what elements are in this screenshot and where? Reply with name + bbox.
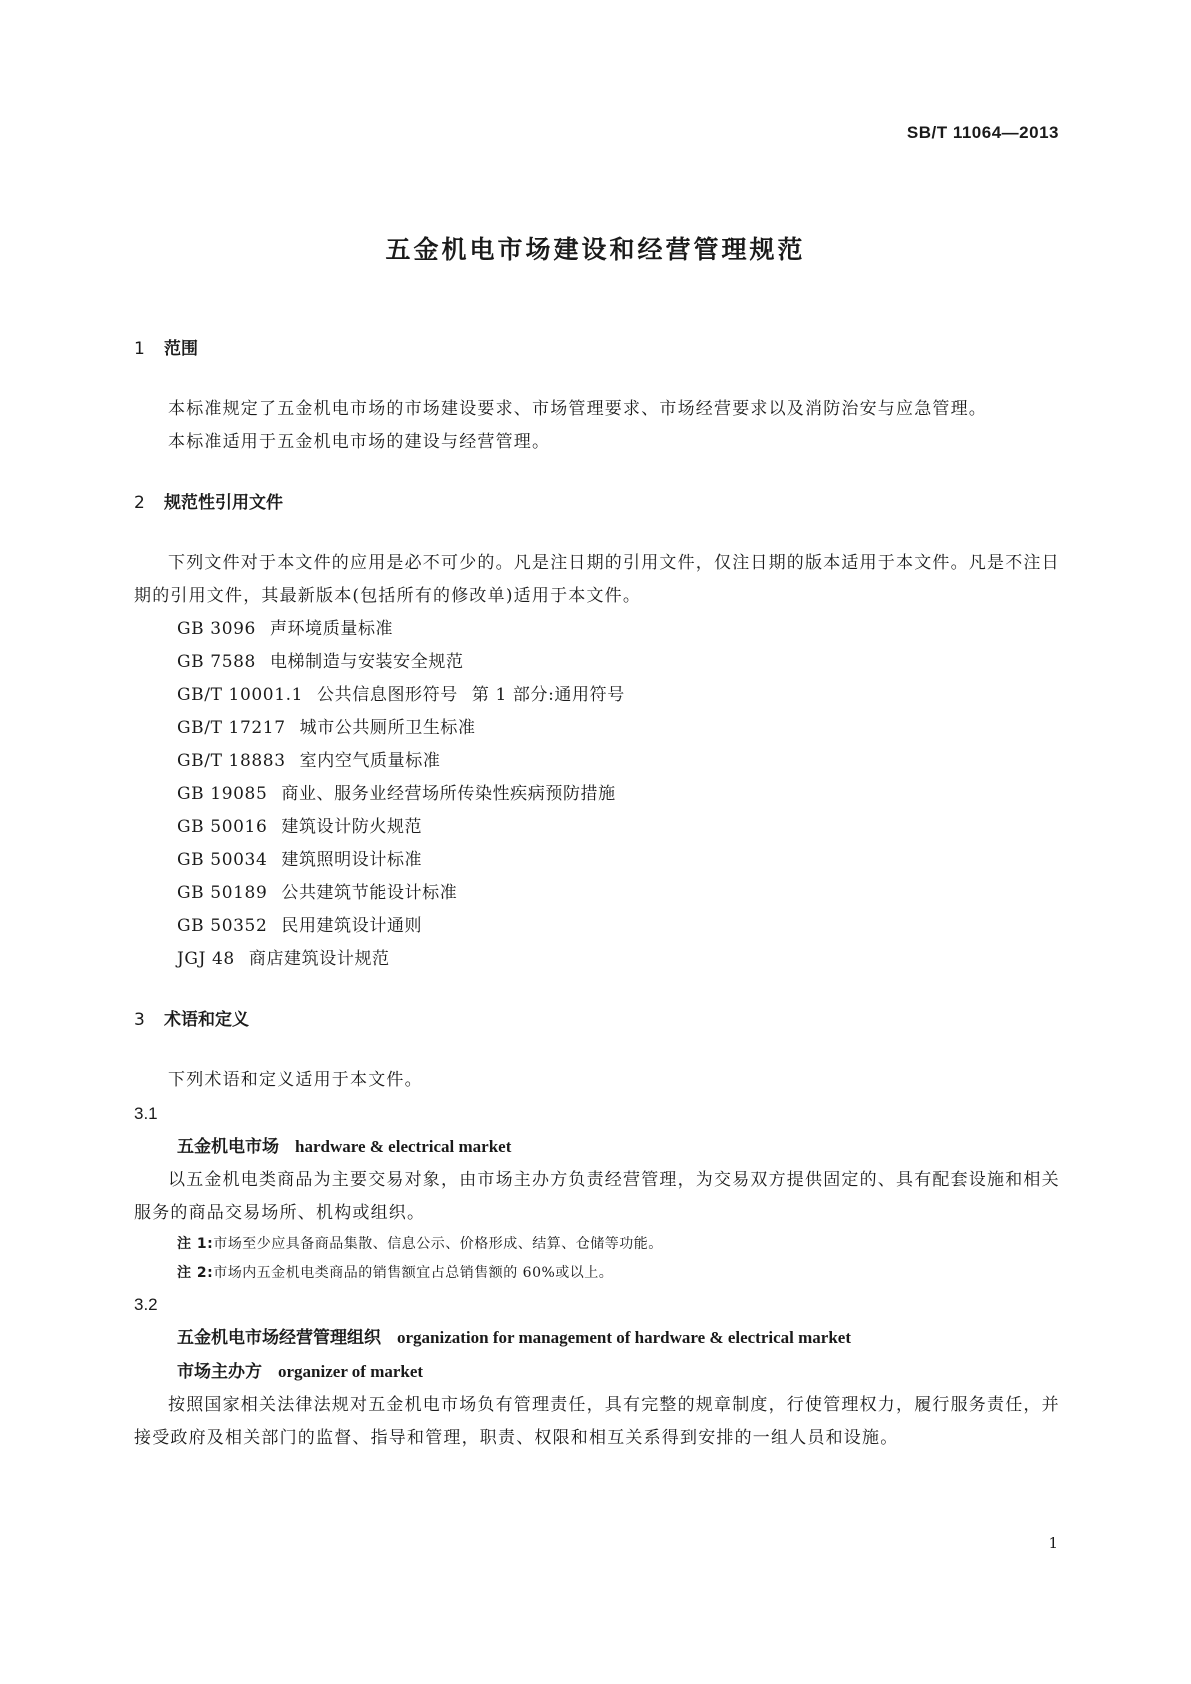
term-alt-name [134, 1355, 1060, 1389]
page-number: 1 [1048, 1534, 1058, 1552]
term-name [134, 1130, 1060, 1164]
reference-title: 公共建筑节能设计标准 [281, 883, 458, 903]
note-label: 注 2: [177, 1265, 214, 1281]
references-intro: 下列文件对于本文件的应用是必不可少的。凡是注日期的引用文件，仅注日期的版本适用于本文件。凡是不注日期的引用文件，其最新版本(包括所有的修改单)适用于本文件。 [134, 553, 1060, 606]
section-heading-terms [134, 1004, 1060, 1037]
term-note [134, 1230, 1060, 1259]
reference-code: GB/T 10001.1 [177, 685, 304, 705]
reference-item [134, 679, 1060, 712]
term-name-en: hardware & electrical market [295, 1137, 512, 1156]
reference-item [134, 877, 1060, 910]
term-name-en: organization for management of hardware & electrical market [397, 1328, 852, 1347]
reference-title: 公共信息图形符号 [317, 685, 458, 705]
reference-code: GB 50189 [177, 883, 268, 903]
note-label: 注 1: [177, 1236, 214, 1252]
reference-code: JGJ 48 [177, 949, 235, 969]
section-heading-references [134, 487, 1060, 520]
reference-code: GB 50352 [177, 916, 268, 936]
reference-code: GB 7588 [177, 652, 256, 672]
term-alt-name-en: organizer of market [278, 1362, 424, 1381]
term-alt-name-cn: 市场主办方 [177, 1362, 262, 1382]
term-number: 3.1 [134, 1104, 158, 1123]
term-name-cn: 五金机电市场 [177, 1137, 279, 1157]
term-number: 3.2 [134, 1295, 158, 1314]
terms-intro: 下列术语和定义适用于本文件。 [168, 1070, 423, 1090]
reference-title: 声环境质量标准 [269, 619, 394, 639]
section-number: 2 [134, 493, 145, 513]
section-number: 3 [134, 1010, 145, 1030]
reference-title: 商店建筑设计规范 [248, 949, 390, 969]
document-title: 五金机电市场建设和经营管理规范 [385, 235, 806, 264]
reference-item [134, 943, 1060, 976]
reference-code: GB/T 17217 [177, 718, 286, 738]
document-body [134, 333, 1060, 1455]
section-title: 术语和定义 [164, 1010, 249, 1030]
reference-item [134, 646, 1060, 679]
reference-item [134, 844, 1060, 877]
section-title: 规范性引用文件 [164, 493, 283, 513]
scope-paragraph: 本标准适用于五金机电市场的建设与经营管理。 [168, 432, 551, 452]
reference-title: 民用建筑设计通则 [281, 916, 423, 936]
reference-list [134, 613, 1060, 976]
reference-code: GB 50016 [177, 817, 268, 837]
section-number: 1 [134, 339, 145, 359]
term-definition: 按照国家相关法律法规对五金机电市场负有管理责任，具有完整的规章制度，行使管理权力，履行服务责任，并接受政府及相关部门的监督、指导和管理，职责、权限和相互关系得到安排的一组人员和设施。 [134, 1395, 1060, 1448]
reference-item [134, 811, 1060, 844]
reference-title: 建筑照明设计标准 [281, 850, 423, 870]
reference-item [134, 778, 1060, 811]
reference-item [134, 745, 1060, 778]
note-text: 市场至少应具备商品集散、信息公示、价格形成、结算、仓储等功能。 [213, 1236, 663, 1252]
reference-title: 建筑设计防火规范 [281, 817, 423, 837]
reference-title: 电梯制造与安装安全规范 [269, 652, 464, 672]
reference-part: 第 1 部分:通用符号 [471, 685, 625, 705]
reference-code: GB 19085 [177, 784, 268, 804]
term-definition: 以五金机电类商品为主要交易对象，由市场主办方负责经营管理，为交易双方提供固定的、具有配套设施和相关服务的商品交易场所、机构或组织。 [134, 1170, 1060, 1223]
note-text: 市场内五金机电类商品的销售额宜占总销售额的 60%或以上。 [213, 1265, 614, 1281]
term-name [134, 1321, 1060, 1355]
reference-title: 商业、服务业经营场所传染性疾病预防措施 [281, 784, 616, 804]
term-note [134, 1259, 1060, 1288]
section-title: 范围 [164, 339, 198, 359]
scope-paragraph: 本标准规定了五金机电市场的市场建设要求、市场管理要求、市场经营要求以及消防治安与应急管理。 [168, 399, 987, 419]
term-name-cn: 五金机电市场经营管理组织 [177, 1328, 381, 1348]
reference-title: 城市公共厕所卫生标准 [299, 718, 476, 738]
reference-code: GB 50034 [177, 850, 268, 870]
reference-code: GB/T 18883 [177, 751, 286, 771]
reference-item [134, 613, 1060, 646]
reference-item [134, 712, 1060, 745]
reference-title: 室内空气质量标准 [299, 751, 441, 771]
reference-item [134, 910, 1060, 943]
reference-code: GB 3096 [177, 619, 256, 639]
document-code: SB/T 11064—2013 [906, 123, 1059, 142]
section-heading-scope [134, 333, 1060, 366]
